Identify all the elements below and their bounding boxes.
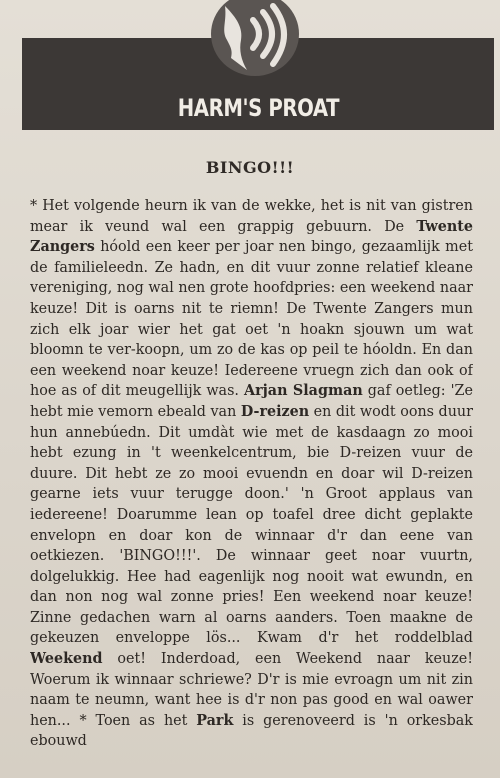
body-text-segment: * Het volgende heurn ik van de wekke, het is nit van gistren mear ik veund wal een grappig gebuurn. De xyxy=(30,197,473,235)
article-body xyxy=(30,196,473,778)
body-text-segment: gaf oetleg: 'Ze hebt mie vemorn ebeald van xyxy=(30,382,473,420)
body-text-segment: oet! Inderdoad, een Weekend naar keuze! Woerum ik winnaar schriewe? D'r is mie evroagn um nit zin naam te neumn, want hee is d'r non pas good en wal oawer hen... * Toen as het xyxy=(30,650,473,729)
highlighted-name: Twente Zangers xyxy=(30,217,473,256)
body-text-segment: en dit wodt oons duur hun annebúedn. Dit umdàt wie met de kasdaagn zo mooi hebt ezung in 't weenkelcentrum, bie D-reizen vuur de duure. Dit hebt ze zo mooi evuendn en doar wil D-reizen gearne iets vuur terugge doon.' 'n Groot applaus van iedereene! Doarumme lean op toafel dree dicht geplakte envelopn en doar kon de winnaar d'r dan eene van oetkiezen. 'BINGO!!!'. De winnaar geet noar vuurtn, dolgelukkig. Hee had eagenlijk nog nooit wat ewundn, en dan non nog wal zonne pries! Een weekend noar keuze! Zinne gedachen warn al oarns aanders. Toen maakne de gekeuzen enveloppe lös... Kwam d'r het roddelblad xyxy=(30,402,473,647)
highlighted-name: Arjan Slagman xyxy=(243,382,363,400)
highlighted-name: D-reizen xyxy=(240,402,310,420)
body-text-segment: is gerenoveerd is 'n orkesbak ebouwd xyxy=(30,711,473,750)
column-title: HARM'S PROAT xyxy=(177,94,339,122)
speaker-face-sound-waves-icon xyxy=(207,0,303,80)
highlighted-name: Weekend xyxy=(30,650,103,668)
highlighted-name: Park xyxy=(196,711,234,729)
body-text-segment: hóold een keer per joar nen bingo, gezaamlijk met de familieleedn. Ze hadn, en dit vuur zonne relatief kleane vereniging, nog wal nen grote hoofdpries: een weekend naar keuze! Dit is oarns nit te riemn! De Twente Zangers mun zich elk joar wier het gat oet 'n hoakn sjouwn um wat bloomn te ver-koopn, um zo de kas op peil te hóoldn. En dan een weekend noar keuze! Iedereene vruegn zich dan ook of hoe as of dit meugellijk was. xyxy=(30,238,473,400)
article-title: BINGO!!! xyxy=(205,158,295,177)
